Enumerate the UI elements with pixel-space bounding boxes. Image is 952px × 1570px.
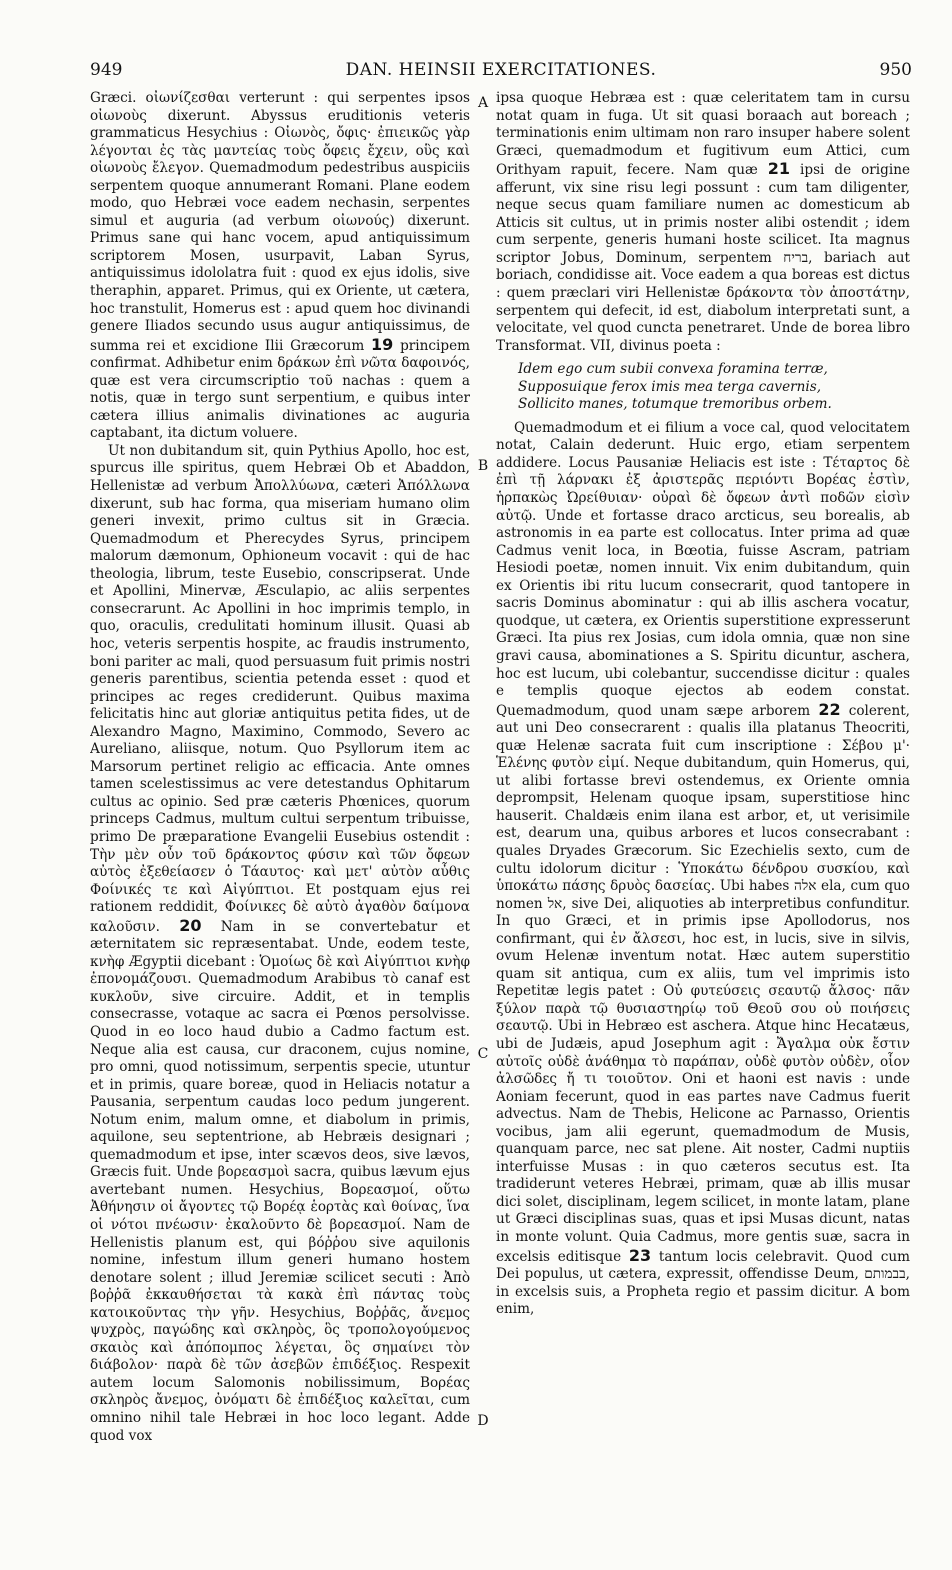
page-number-right: 950 [879,60,912,80]
verse-line: Supposuique ferox imis mea terga cavernis, [518,378,822,395]
paragraph [496,90,910,355]
margin-letter-c: C [477,1046,489,1062]
verse-line: Sollicito manes, totumque tremoribus orbem. [518,396,832,413]
paragraph-text: principem confirmat. Adhibetur enim δράκων ἐπὶ νῶτα δαφοινός, quæ est vera circumscriptio τοῦ nachas : quem a notis, quæ in tergo sunt serpentium, e quibus inter cætera illius animalis divinationes ac auguria captabant, ita dictum voluere. [90,337,470,442]
section-number-21: 21 [767,159,791,179]
margin-letter-a: A [477,95,489,111]
section-number-19: 19 [371,334,394,354]
paragraph-text: Quemadmodum et ei filium a voce cal, quod velocitatem notat, Calain dederunt. Huic ergo, etiam serpentem addidere. Locus Pausaniæ Heliacis est iste : Τέταρτος δὲ ἐπὶ τῇ λάρνακι ἐξ ἀριστερᾶς περιόντι Βορέας ἐστὶν, ἡρπακὼς Ὠρείθυιαν· οὐραὶ δὲ ὄφεων ἀντὶ ποδῶν εἰσὶν αὐτῷ. Unde et fortasse draco arcticus, seu borealis, ab astronomis in ea parte est collocatus. Inter prima ad quæ Cadmus venit loca, in Bœotia, fuisse Ascram, patriam Hesiodi poetæ, nomen innuit. Vix enim dubitandum, quin ex Orientis ibi ritu lucum consecrarit, quod tantopere in sacris Dominus abominatur : qui ab illis aschera vocatur, quodque, ut cætera, ex Orientis superstitione expresserunt Græci. Ita pius rex Josias, cum idola omnia, quæ non sine gravi causa, abominationes a S. Spiritu dicuntur, aschera, hoc est lucum, ubi colebantur, succendisse dicitur : quales e templis quoque ejectos ab eodem constat. Quemadmodum, quod unam sæpe arborem [496,419,910,719]
page-number-left: 949 [90,60,123,80]
right-column [496,90,910,1540]
paragraph-text: ipsi de origine afferunt, vix sine risu legi possunt : cum tam diligenter, neque secus quam familiare numen ac domesticum ab Atticis sit cultus, ut in primis noster alibi ostendit ; idem cum serpente, generis humani hoste scilicet. Ita magnus scriptor Jobus, Dominum, serpentem בריח, bariach aut boriach, condidisse ait. Voce eadem a qua boreas est dictus : quem præclari viri Hellenistæ δράκοντα τὸν ἀποστάτην, serpentem qui defecit, id est, diabolum interpretati sunt, a velocitate, vel quod cuncta penetraret. Unde de borea libro Transformat. VII, divinus poeta : [496,162,910,354]
section-number-23: 23 [628,1245,652,1265]
paragraph-text: colerent, aut uni Deo consecrarent : qualis illa platanus Theocriti, quæ Helenæ sacrata fuit cum inscriptione : Σέβου μ'· Ἑλένης φυτὸν εἰμί. Neque dubitandum, quin Homerus, qui, ut alibi fortasse brevi ostendemus, ex Oriente omnia deprompsit, Helenam quoque ipsam, superstitiose hinc hauserit. Chaldæis enim ilana est arbor, et, ut verisimile est, dearum una, quibus arbores et lucos consecrabant : quales Dryades Græcorum. Sic Ezechielis sexto, cum de cultu idolorum dicitur : Ὑποκάτω δένδρου συσκίου, καὶ ὑποκάτω πάσης δρυὸς δασείας. Ubi habes אלה ela, cum quo nomen אל, sive Dei, aliquoties ab interpretibus confunditur. In quo Græci, et in primis ipse Apollodorus, nos confirmant, qui ἐν ἄλσεσι, hoc est, in lucis, sive in silvis, ovum Helenæ inventum notat. Hæc autem superstitio quam sit antiqua, cum ex aliis, tum vel imprimis isto Repetitæ legis patet : Οὐ φυτεύσεις σεαυτῷ ἄλσος· πᾶν ξύλον παρὰ τῷ θυσιαστηρίῳ τοῦ Θεοῦ σου οὐ ποιήσεις σεαυτῷ. Ubi in Hebræo est aschera. Atque hinc Hecatæus, ubi de Judæis, apud Josephum agit : Ἄγαλμα οὐκ ἔστιν αὐτοῖς οὐδὲ ἀνάθημα τὸ παράπαν, οὐδὲ φυτὸν οὐδὲν, οἷον ἀλσῶδες ἤ τι τοιοῦτον. Oni et haoni est navis : unde Aoniam fecerunt, quod in eas partes nave Cadmus fuerit advectus. Nam de Thebis, Helicone ac Parnasso, Orientis vocibus, jam alii egerunt, quemadmodum de Musis, quanquam parce, nec sat plene. Ait noster, Cadmi nuptiis interfuisse Musas : in quo cæteros secutus est. Ita tradiderunt veteres Hebræi, primam, quæ ab illis musar dici solet, disciplinam, legem scilicet, in monte latam, plane ut Græci disciplinas suas, quas et ipsi Musas dicunt, natas in monte volunt. Quia Cadmus, more gentis suæ, sacra in excelsis editisque [496,702,910,1265]
paragraph-text: tantum locis celebravit. Quod cum Dei populus, ut cætera, expressit, offendisse Deum, בבמותם, in excelsis suis, a Propheta regio et passim dicitur. A bom enim, [496,1248,910,1318]
margin-letter-b: B [477,458,489,474]
paragraph [496,420,910,1319]
margin-letter-d: D [477,1413,489,1429]
paragraph-text: ipsa quoque Hebræa est : quæ celeritatem tam in cursu notat quam in fuga. Ut sit quasi boraach aut boreach ; terminationis enim ultimam non raro insuper habere solent Græci, quemadmodum et fugitivum eum Attici, cum Orithyam rapuit, fecere. Nam quæ [496,90,910,179]
paragraph [90,443,470,1445]
paragraph-text: Nam in se convertebatur et æternitatem sic repræsentabat. Unde, eodem teste, κνὴφ Ægyptii dicebant : Ὁμοίως δὲ καὶ Αἰγύπτιοι κνὴφ ἐπονομάζουσι. Quemadmodum Arabibus τὸ canaf est κυκλοῦν, sive circuire. Addit, et in templis consecrasse, votaque ac sacra ei Pœnos persolvisse. Quod in eo loco haud dubio a Cadmo factum est. Neque alia est causa, cur draconem, cujus nomine, pro omni, quod notissimum, serpentis specie, utuntur et in primis, quare boreæ, quod in Heliacis notatur a Pausania, serpentum caudas loco pedum jungerent. Notum enim, malum omne, et diabolum in primis, aquilone, seu septentrione, ab Hebræis designari ; quemadmodum et ipse, inter scævos deos, sive lævos, Græcis fuit. Unde βορεασμοὶ sacra, quibus lævum ejus avertebant numen. Hesychius, Βορεασμοί, οὕτω Ἀθήνησιν οἱ ἄγοντες τῷ Βορέᾳ ἑορτὰς καὶ θοίνας, ἵνα οἱ νότοι πνέωσιν· ἐκαλοῦντο δὲ βορεασμοί. Nam de Hellenistis planum est, qui βόῤῥου sive aquilonis nomine, infestum illum generi humano hostem denotare solent ; illud Jeremiæ scilicet secuti : Ἀπὸ βοῤῥᾶ ἐκκαυθήσεται τὰ κακὰ ἐπὶ πάντας τοὺς κατοικοῦντας τὴν γῆν. Hesychius, Βοῤῥᾶς, ἄνεμος ψυχρὸς, παγώδης καὶ σκληρὸς, ὃς τροπολογούμενος σκαιὸς καὶ ἀπόπομπος λέγεται, ὃς σημαίνει τὸν διάβολον· παρὰ δὲ τῶν ἀσεβῶν ἐπιδέξιος. Respexit autem locum Salomonis nobilissimum, Βορέας σκληρὸς ἄνεμος, ὀνόματι δὲ ἐπιδέξιος καλεῖται, cum omnino nihil tale Hebræi in hoc loco legant. Adde quod vox [90,918,470,1444]
running-header [90,60,912,84]
verse-line: Idem ego cum subii convexa foramina terræ, [518,361,828,378]
left-column [90,90,470,1540]
section-number-20: 20 [179,915,202,935]
paragraph-text: Ut non dubitandum sit, quin Pythius Apollo, hoc est, spurcus ille spiritus, quem Hebræi Ob et Abaddon, Hellenistæ ad verbum Ἀπολλύωνα, cæteri Ἀπόλλωνα dixerunt, sub hac forma, qua miseriam humano olim generi invexit, primo cultus sit in Græcia. Quemadmodum et Pherecydes Syrus, principem malorum dæmonum, Ophioneum vocavit : qui de hac theologia, librum, teste Eusebio, conscripserat. Unde et Apollini, Minervæ, Æsculapio, ac aliis serpentes consecrarunt. Ac Apollini in hoc imprimis templo, in quo, oraculis, credulitati hominum illusit. Quasi ab hoc, veteris serpentis hospite, ac fraudis instrumento, boni pariter ac mali, quod persuasum fuit primis nostri generis parentibus, scientia petenda esset : quod et principes ac reges crediderunt. Quibus maxima felicitatis hinc aut gloriæ antiquitus petita fides, ut de Alexandro Magno, Maximino, Commodo, Severo ac Aureliano, aliisque, notum. Quo Psyllorum item ac Marsorum pertinet religio ac efficacia. Ante omnes tamen scelestissimus ac vere detestandus Ophitarum cultus ac opinio. Sed præ cæteris Phœnices, quorum princeps Cadmus, multum cultui serpentum tribuisse, primo De præparatione Evangelii Eusebius ostendit : Τὴν μὲν οὖν τοῦ δράκοντος φύσιν καὶ τῶν ὄφεων αὐτὸς ἐξεθείασεν ὁ Τάαυτος· καὶ μετ' αὐτὸν αὖθις Φοίνικές τε καὶ Αἰγύπτιοι. Et postquam ejus rei rationem reddidit, Φοίνικες δὲ αὐτὸ ἀγαθὸν δαίμονα καλοῦσιν. [90,442,470,935]
running-title: DAN. HEINSII EXERCITATIONES. [345,60,657,80]
paragraph [90,90,470,443]
paragraph-text: Græci. οἰωνίζεσθαι verterunt : qui serpentes ipsos οἰωνοὺς dixerunt. Abyssus eruditionis veteris grammaticus Hesychius : Οἰωνὸς, ὄφις· ἐπιεικῶς γὰρ λέγονται ἐς τὰς μαντείας τοὺς ὄφεις ἔχειν, οὓς καὶ οἰωνοὺς ἔλεγον. Quemadmodum pedestribus auspiciis serpentem quoque annumerant Romani. Plane eodem modo, quo Hebræi voce eadem nechasin, serpentes simul et auguria (ad verbum οἰωνούς) dixerunt. Primus sane qui hanc vocem, apud antiquissimum scriptorem Mosen, usurpavit, Laban Syrus, antiquissimus idololatra fuit : quod ex ejus idolis, sive theraphin, apparet. Primus, qui ex Oriente, ut cætera, hoc transtulit, Homerus est : apud quem hoc divinandi genere Iliados secundo usus augur antiquissimus, de summa rei et excidione Ilii Græcorum [90,90,470,354]
section-number-22: 22 [818,699,841,719]
